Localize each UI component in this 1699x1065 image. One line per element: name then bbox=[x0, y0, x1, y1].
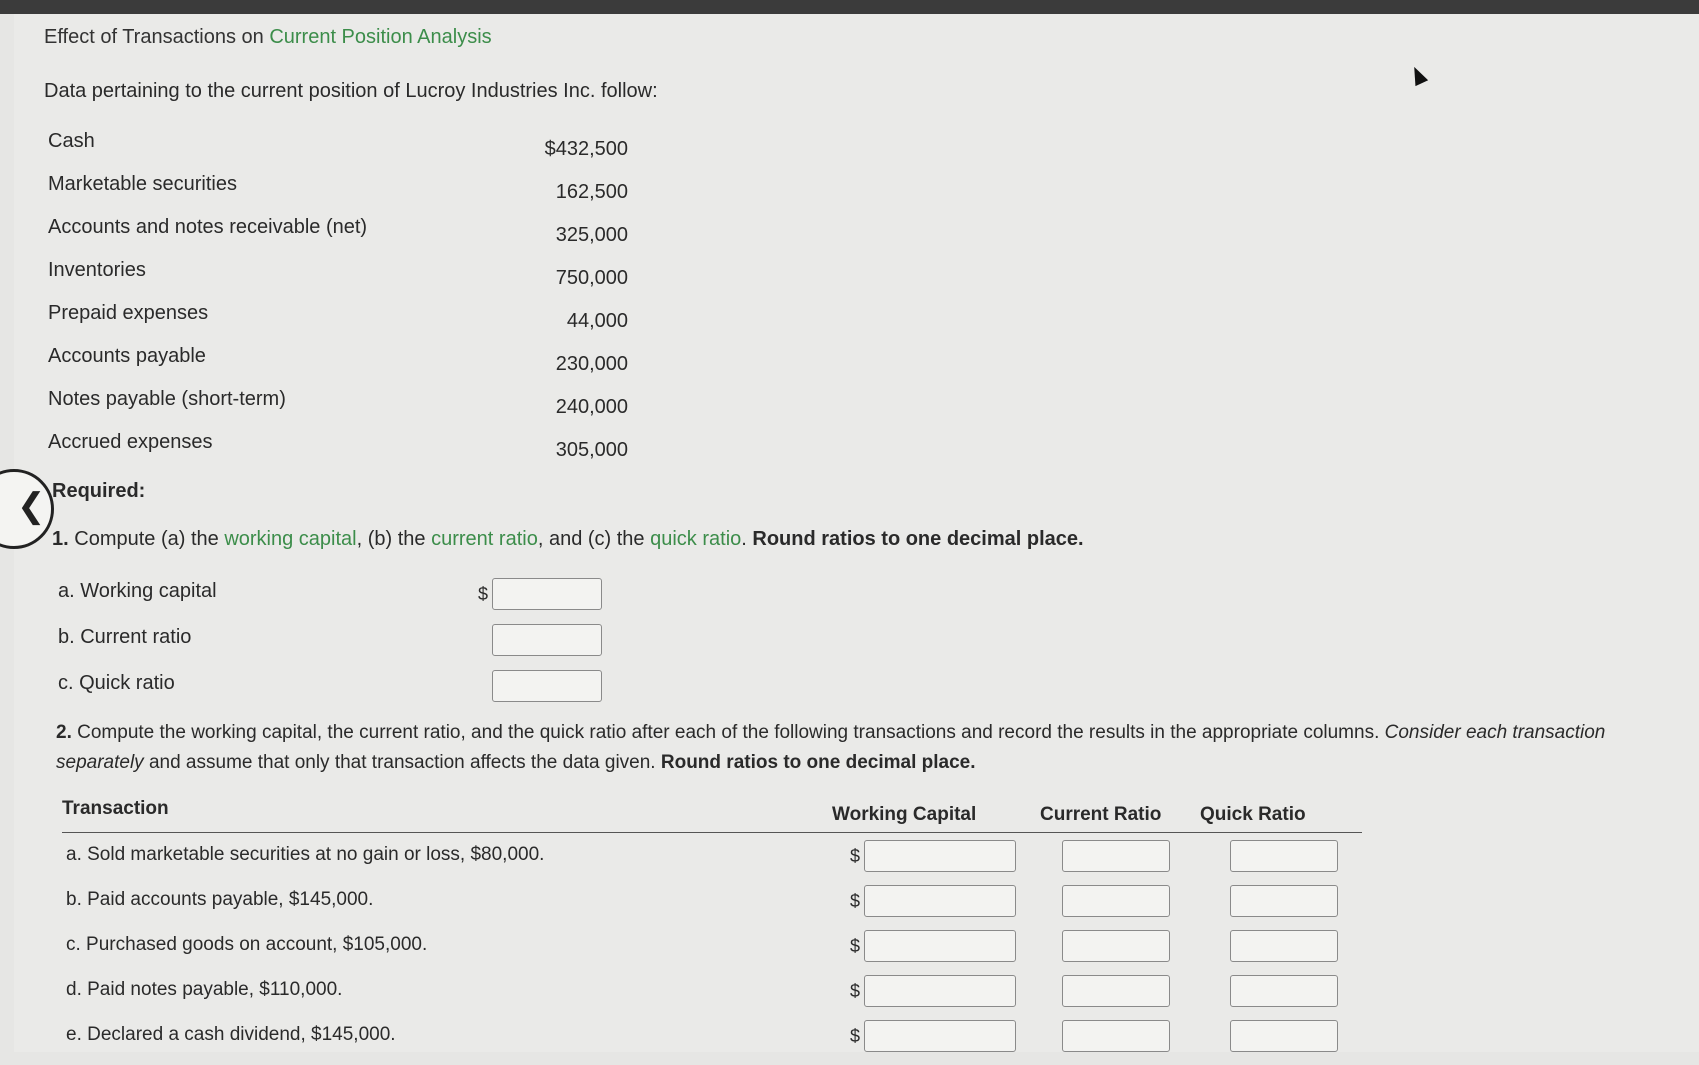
header-current-ratio: Current Ratio bbox=[1040, 804, 1162, 825]
page-title: Effect of Transactions on Current Position Analysis bbox=[44, 26, 492, 48]
table-row: b. Paid accounts payable, $145,000. $ bbox=[66, 885, 1366, 930]
table-row: e. Declared a cash dividend, $145,000. $ bbox=[66, 1020, 1366, 1065]
data-row: Prepaid expenses 44,000 bbox=[48, 302, 628, 332]
data-row: Marketable securities 162,500 bbox=[48, 173, 628, 203]
data-row: Accrued expenses 305,000 bbox=[48, 431, 628, 461]
answer-row: a. Working capital $ bbox=[58, 578, 618, 624]
current-ratio-link[interactable]: current ratio bbox=[431, 528, 538, 550]
working-capital-input[interactable] bbox=[864, 1020, 1016, 1052]
header-working-capital: Working Capital bbox=[832, 804, 977, 825]
data-row: Inventories 750,000 bbox=[48, 259, 628, 289]
current-ratio-input[interactable] bbox=[1062, 840, 1170, 872]
quick-ratio-input[interactable] bbox=[1230, 1020, 1338, 1052]
data-row: Notes payable (short-term) 240,000 bbox=[48, 388, 628, 418]
working-capital-input[interactable] bbox=[864, 930, 1016, 962]
quick-ratio-link[interactable]: quick ratio bbox=[650, 528, 742, 550]
mouse-pointer-icon bbox=[1408, 64, 1428, 86]
table-row: c. Purchased goods on account, $105,000. $ bbox=[66, 930, 1366, 975]
header-transaction: Transaction bbox=[62, 798, 169, 819]
working-capital-input[interactable] bbox=[492, 578, 602, 610]
back-button[interactable] bbox=[0, 469, 54, 549]
data-row: Accounts and notes receivable (net) 325,000 bbox=[48, 216, 628, 246]
required-heading: Required: bbox=[52, 480, 146, 502]
current-ratio-input[interactable] bbox=[1062, 975, 1170, 1007]
answer-row: b. Current ratio bbox=[58, 624, 618, 670]
quick-ratio-input[interactable] bbox=[492, 670, 602, 702]
top-bar bbox=[0, 0, 1699, 14]
working-capital-link[interactable]: working capital bbox=[224, 528, 357, 550]
working-capital-input[interactable] bbox=[864, 975, 1016, 1007]
current-ratio-input[interactable] bbox=[1062, 930, 1170, 962]
current-ratio-input[interactable] bbox=[492, 624, 602, 656]
current-ratio-input[interactable] bbox=[1062, 1020, 1170, 1052]
quick-ratio-input[interactable] bbox=[1230, 840, 1338, 872]
working-capital-input[interactable] bbox=[864, 885, 1016, 917]
quick-ratio-input[interactable] bbox=[1230, 885, 1338, 917]
table-row: a. Sold marketable securities at no gain or loss, $80,000. $ bbox=[66, 840, 1366, 885]
working-capital-input[interactable] bbox=[864, 840, 1016, 872]
answer-row: c. Quick ratio bbox=[58, 670, 618, 716]
data-row: Accounts payable 230,000 bbox=[48, 345, 628, 375]
table-row: d. Paid notes payable, $110,000. $ bbox=[66, 975, 1366, 1020]
intro-text: Data pertaining to the current position of Lucroy Industries Inc. follow: bbox=[44, 80, 658, 102]
quick-ratio-input[interactable] bbox=[1230, 975, 1338, 1007]
header-divider bbox=[62, 832, 1362, 833]
current-position-data bbox=[48, 126, 628, 470]
current-ratio-input[interactable] bbox=[1062, 885, 1170, 917]
transaction-table-header bbox=[62, 794, 1362, 834]
transaction-table-body bbox=[66, 840, 1366, 1065]
question-1: 1. Compute (a) the working capital, (b) the current ratio, and (c) the quick ratio. Round ratios to one decimal place. bbox=[52, 528, 1084, 550]
problem-page bbox=[14, 14, 1699, 1052]
header-quick-ratio: Quick Ratio bbox=[1200, 804, 1306, 825]
question-2: 2. Compute the working capital, the current ratio, and the quick ratio after each of the following transactions and record the results in the appropriate columns. Consider each transaction separately and assume that only that transaction affects the data given. Round ratios to one decimal place. bbox=[56, 722, 1606, 773]
part-1-answers bbox=[58, 578, 618, 716]
quick-ratio-input[interactable] bbox=[1230, 930, 1338, 962]
chevron-left-icon: ❮ bbox=[17, 487, 46, 525]
title-link[interactable]: Current Position Analysis bbox=[269, 26, 492, 48]
data-row: Cash $432,500 bbox=[48, 130, 628, 160]
